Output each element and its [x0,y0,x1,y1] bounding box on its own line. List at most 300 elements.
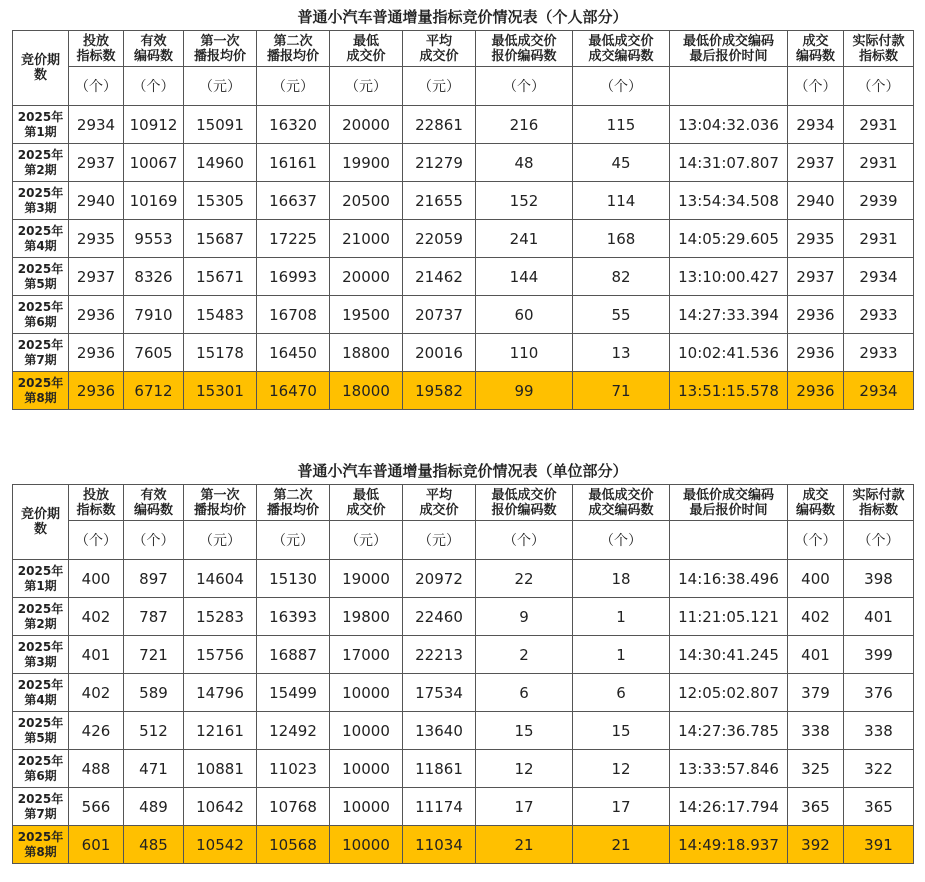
value-cell: 19900 [330,144,403,182]
value-cell: 7910 [124,296,184,334]
value-cell: 17534 [403,674,476,712]
value-cell: 566 [69,788,124,826]
unit-cell: （元） [330,521,403,560]
value-cell: 485 [124,826,184,864]
value-cell: 21000 [330,220,403,258]
table-row [13,372,914,410]
value-cell: 2939 [844,182,914,220]
value-cell: 2931 [844,144,914,182]
value-cell: 10000 [330,826,403,864]
value-cell: 16161 [257,144,330,182]
line: 第二次 [273,487,313,503]
value-cell: 2934 [788,106,844,144]
value-cell: 15687 [184,220,257,258]
line: 第2期 [24,162,57,177]
value-cell: 376 [844,674,914,712]
value-cell: 22059 [403,220,476,258]
unit-cell: （元） [184,67,257,106]
value-cell: 2936 [69,372,124,410]
line: 指标数 [858,48,898,64]
period-cell [13,598,69,636]
line: 最低 [352,33,379,49]
corner-label [13,31,69,106]
value-cell: 399 [844,636,914,674]
value-cell: 2934 [69,106,124,144]
period-cell [13,826,69,864]
table-row [13,674,914,712]
column-header [670,31,788,67]
value-cell: 19500 [330,296,403,334]
value-cell: 20972 [403,560,476,598]
line: 投放 [82,487,109,503]
value-cell: 398 [844,560,914,598]
value-cell: 20016 [403,334,476,372]
value-cell: 10912 [124,106,184,144]
value-cell: 60 [476,296,573,334]
unit-cell: （个） [788,521,844,560]
value-cell: 17 [573,788,670,826]
column-header [788,485,844,521]
value-cell: 10000 [330,788,403,826]
corner-label [13,485,69,560]
line: 第1期 [24,124,57,139]
line: 最后报价时间 [689,48,768,64]
line: 成交价 [346,502,386,518]
value-cell: 15301 [184,372,257,410]
value-cell: 12492 [257,712,330,750]
value-cell: 71 [573,372,670,410]
unit-cell: （个） [69,521,124,560]
line: 2025年 [17,185,64,200]
line: 最低价成交编码 [682,33,774,49]
value-cell: 6 [476,674,573,712]
line: 投放 [82,33,109,49]
period-cell [13,334,69,372]
value-cell: 589 [124,674,184,712]
value-cell: 14:30:41.245 [670,636,788,674]
value-cell: 14604 [184,560,257,598]
line: 数 [33,522,47,537]
value-cell: 12 [476,750,573,788]
line: 2025年 [17,753,64,768]
value-cell: 10000 [330,712,403,750]
value-cell: 471 [124,750,184,788]
line: 第5期 [24,276,57,291]
line: 播报均价 [266,502,319,518]
table-row [13,636,914,674]
line: 平均 [425,33,452,49]
unit-cell: （个） [844,67,914,106]
value-cell: 897 [124,560,184,598]
value-cell: 400 [69,560,124,598]
line: 最低成交价 [588,33,654,49]
line: 竞价期 [20,507,60,522]
column-header [69,485,124,521]
value-cell: 338 [844,712,914,750]
value-cell: 10169 [124,182,184,220]
value-cell: 322 [844,750,914,788]
unit-cell: （个） [476,67,573,106]
line: 第7期 [24,806,57,821]
value-cell: 379 [788,674,844,712]
line: 2025年 [17,829,64,844]
column-header [184,31,257,67]
value-cell: 22460 [403,598,476,636]
line: 有效 [140,33,167,49]
company-section [12,458,913,864]
line: 播报均价 [193,502,246,518]
column-header [69,31,124,67]
period-cell [13,560,69,598]
unit-cell: （元） [184,521,257,560]
value-cell: 325 [788,750,844,788]
value-cell: 110 [476,334,573,372]
line: 编码数 [133,502,173,518]
value-cell: 21462 [403,258,476,296]
line: 2025年 [17,715,64,730]
header-row [13,485,914,521]
line: 第2期 [24,616,57,631]
line: 第3期 [24,654,57,669]
line: 第二次 [273,33,313,49]
bidding-table-personal [12,30,914,410]
value-cell: 1 [573,636,670,674]
value-cell: 216 [476,106,573,144]
value-cell: 114 [573,182,670,220]
line: 第8期 [24,844,57,859]
column-header [257,485,330,521]
value-cell: 168 [573,220,670,258]
value-cell: 1 [573,598,670,636]
value-cell: 20000 [330,106,403,144]
period-cell [13,636,69,674]
value-cell: 16470 [257,372,330,410]
value-cell: 22 [476,560,573,598]
column-header [330,485,403,521]
line: 第4期 [24,238,57,253]
table-row [13,560,914,598]
line: 2025年 [17,337,64,352]
table-title: 普通小汽车普通增量指标竞价情况表（单位部分） [297,462,628,480]
value-cell: 11:21:05.121 [670,598,788,636]
value-cell: 18000 [330,372,403,410]
value-cell: 15 [476,712,573,750]
value-cell: 11034 [403,826,476,864]
value-cell: 13:51:15.578 [670,372,788,410]
line: 2025年 [17,299,64,314]
period-cell [13,788,69,826]
value-cell: 21279 [403,144,476,182]
value-cell: 19800 [330,598,403,636]
value-cell: 45 [573,144,670,182]
value-cell: 338 [788,712,844,750]
value-cell: 10568 [257,826,330,864]
value-cell: 13:54:34.508 [670,182,788,220]
unit-cell: （个） [124,521,184,560]
line: 2025年 [17,563,64,578]
period-cell [13,182,69,220]
line: 2025年 [17,639,64,654]
value-cell: 2937 [788,144,844,182]
value-cell: 401 [69,636,124,674]
unit-cell: （个） [124,67,184,106]
value-cell: 19000 [330,560,403,598]
value-cell: 241 [476,220,573,258]
value-cell: 17 [476,788,573,826]
value-cell: 402 [69,674,124,712]
value-cell: 14796 [184,674,257,712]
value-cell: 392 [788,826,844,864]
value-cell: 15283 [184,598,257,636]
value-cell: 11174 [403,788,476,826]
value-cell: 402 [788,598,844,636]
line: 第一次 [200,487,240,503]
line: 成交价 [419,48,459,64]
value-cell: 21655 [403,182,476,220]
line: 2025年 [17,147,64,162]
unit-cell: （个） [788,67,844,106]
value-cell: 21 [573,826,670,864]
line: 编码数 [795,48,835,64]
value-cell: 11023 [257,750,330,788]
value-cell: 12:05:02.807 [670,674,788,712]
period-cell [13,144,69,182]
value-cell: 11861 [403,750,476,788]
unit-row [13,67,914,106]
unit-cell: （元） [403,521,476,560]
value-cell: 14:27:33.394 [670,296,788,334]
value-cell: 20500 [330,182,403,220]
unit-cell: （个） [69,67,124,106]
value-cell: 488 [69,750,124,788]
value-cell: 2934 [844,372,914,410]
column-header [124,485,184,521]
column-header [403,31,476,67]
value-cell: 14:26:17.794 [670,788,788,826]
line: 编码数 [795,502,835,518]
line: 指标数 [858,502,898,518]
value-cell: 16450 [257,334,330,372]
value-cell: 2933 [844,296,914,334]
unit-cell: （元） [257,521,330,560]
value-cell: 17000 [330,636,403,674]
value-cell: 15499 [257,674,330,712]
column-header [573,31,670,67]
value-cell: 22861 [403,106,476,144]
value-cell: 2936 [788,372,844,410]
column-header [476,485,573,521]
line: 播报均价 [193,48,246,64]
line: 最低价成交编码 [682,487,774,503]
table-row [13,144,914,182]
value-cell: 2935 [788,220,844,258]
value-cell: 13:33:57.846 [670,750,788,788]
value-cell: 14:05:29.605 [670,220,788,258]
value-cell: 18800 [330,334,403,372]
line: 报价编码数 [491,502,557,518]
value-cell: 2935 [69,220,124,258]
value-cell: 2931 [844,106,914,144]
value-cell: 16320 [257,106,330,144]
line: 第3期 [24,200,57,215]
value-cell: 365 [788,788,844,826]
line: 第1期 [24,578,57,593]
line: 第5期 [24,730,57,745]
value-cell: 2937 [69,258,124,296]
value-cell: 6 [573,674,670,712]
value-cell: 8326 [124,258,184,296]
table-row [13,220,914,258]
table-row [13,182,914,220]
table-row [13,258,914,296]
value-cell: 12 [573,750,670,788]
unit-cell: （元） [403,67,476,106]
table-row [13,712,914,750]
value-cell: 391 [844,826,914,864]
line: 有效 [140,487,167,503]
line: 2025年 [17,109,64,124]
value-cell: 365 [844,788,914,826]
value-cell: 16393 [257,598,330,636]
value-cell: 15091 [184,106,257,144]
value-cell: 16708 [257,296,330,334]
column-header [257,31,330,67]
column-header [330,31,403,67]
line: 竞价期 [20,53,60,68]
value-cell: 22213 [403,636,476,674]
value-cell: 10542 [184,826,257,864]
period-cell [13,106,69,144]
unit-cell [670,67,788,106]
value-cell: 401 [844,598,914,636]
value-cell: 82 [573,258,670,296]
line: 播报均价 [266,48,319,64]
unit-cell [670,521,788,560]
value-cell: 2936 [69,296,124,334]
period-cell [13,296,69,334]
table-row [13,598,914,636]
line: 报价编码数 [491,48,557,64]
value-cell: 14:31:07.807 [670,144,788,182]
line: 数 [33,68,47,83]
value-cell: 10881 [184,750,257,788]
period-cell [13,674,69,712]
value-cell: 426 [69,712,124,750]
value-cell: 489 [124,788,184,826]
line: 成交 [802,33,829,49]
column-header [788,31,844,67]
value-cell: 16887 [257,636,330,674]
line: 2025年 [17,677,64,692]
value-cell: 16637 [257,182,330,220]
line: 成交价 [419,502,459,518]
value-cell: 2937 [69,144,124,182]
value-cell: 144 [476,258,573,296]
line: 成交价 [346,48,386,64]
value-cell: 115 [573,106,670,144]
value-cell: 15671 [184,258,257,296]
value-cell: 512 [124,712,184,750]
value-cell: 15 [573,712,670,750]
line: 第一次 [200,33,240,49]
value-cell: 402 [69,598,124,636]
value-cell: 15305 [184,182,257,220]
value-cell: 787 [124,598,184,636]
value-cell: 12161 [184,712,257,750]
unit-cell: （个） [476,521,573,560]
value-cell: 18 [573,560,670,598]
value-cell: 2936 [788,296,844,334]
line: 最低成交价 [588,487,654,503]
period-cell [13,372,69,410]
value-cell: 10000 [330,750,403,788]
column-header [124,31,184,67]
value-cell: 601 [69,826,124,864]
line: 平均 [425,487,452,503]
value-cell: 401 [788,636,844,674]
column-header [573,485,670,521]
value-cell: 14:16:38.496 [670,560,788,598]
value-cell: 9553 [124,220,184,258]
unit-cell: （个） [573,521,670,560]
line: 成交编码数 [588,48,654,64]
value-cell: 721 [124,636,184,674]
line: 编码数 [133,48,173,64]
unit-cell: （个） [844,521,914,560]
table-row [13,750,914,788]
value-cell: 14960 [184,144,257,182]
column-header [403,485,476,521]
table-row [13,106,914,144]
value-cell: 6712 [124,372,184,410]
line: 第6期 [24,768,57,783]
line: 2025年 [17,375,64,390]
line: 指标数 [76,502,116,518]
column-header [476,31,573,67]
value-cell: 55 [573,296,670,334]
line: 成交编码数 [588,502,654,518]
line: 最低成交价 [491,487,557,503]
value-cell: 15756 [184,636,257,674]
column-header [844,485,914,521]
line: 2025年 [17,223,64,238]
period-cell [13,220,69,258]
value-cell: 14:27:36.785 [670,712,788,750]
value-cell: 2933 [844,334,914,372]
line: 成交 [802,487,829,503]
column-header [844,31,914,67]
value-cell: 2937 [788,258,844,296]
unit-row [13,521,914,560]
value-cell: 16993 [257,258,330,296]
table-row [13,788,914,826]
period-cell [13,258,69,296]
line: 2025年 [17,261,64,276]
value-cell: 20000 [330,258,403,296]
value-cell: 2940 [788,182,844,220]
period-cell [13,750,69,788]
table-title: 普通小汽车普通增量指标竞价情况表（个人部分） [297,8,628,26]
line: 第6期 [24,314,57,329]
value-cell: 15130 [257,560,330,598]
value-cell: 2931 [844,220,914,258]
line: 2025年 [17,601,64,616]
line: 第8期 [24,390,57,405]
line: 最低 [352,487,379,503]
period-cell [13,712,69,750]
value-cell: 13:10:00.427 [670,258,788,296]
value-cell: 17225 [257,220,330,258]
